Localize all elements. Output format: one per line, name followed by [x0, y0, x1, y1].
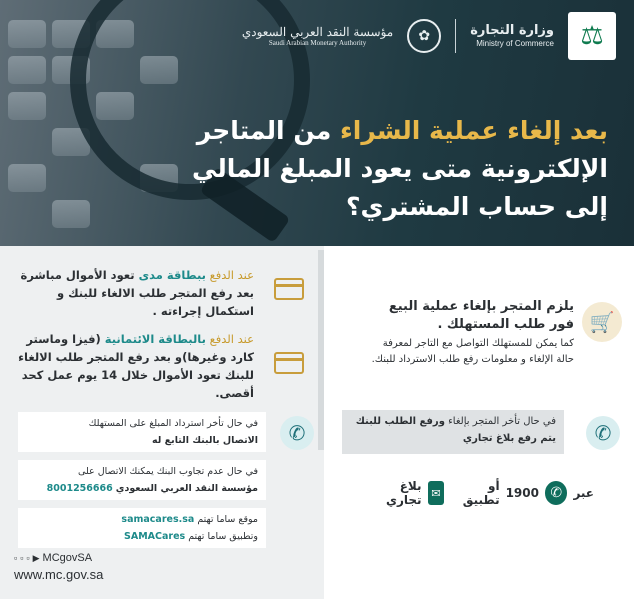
complaint-number: 1900 — [505, 486, 539, 500]
samacares-site-prefix: موقع ساما تهتم — [194, 514, 258, 525]
credit-card-icon — [274, 352, 304, 374]
delay-merchant-box — [342, 410, 564, 454]
ministry-name-en: Ministry of Commerce — [476, 38, 554, 48]
website-link[interactable]: www.mc.gov.sa — [14, 567, 104, 582]
merchant-note: كما يمكن للمستهلك التواصل مع التاجر لمعرفة حالة الإلغاء و معلومات رفع طلب الاسترداد للبنك. — [371, 338, 574, 365]
delay-merchant-line1 — [350, 413, 556, 430]
right-panel — [324, 246, 634, 599]
bank-contact-box — [18, 412, 266, 452]
samacares-line1 — [26, 511, 258, 528]
phone-call-icon: ✆ — [545, 481, 567, 505]
sama-name-en: Saudi Arabian Monetary Authority — [268, 39, 367, 47]
samacares-line2 — [26, 528, 258, 545]
sama-contact-box — [18, 460, 266, 500]
samacares-box — [18, 508, 266, 548]
credit-info — [14, 330, 254, 402]
mada-card-icon — [274, 278, 304, 300]
samacares-app-prefix: وتطبيق ساما تهتم — [185, 531, 258, 542]
instagram-icon[interactable]: ▫ — [26, 553, 30, 563]
logo-bar — [242, 12, 616, 60]
report-channels — [364, 479, 594, 507]
merchant-obligation: يلزم المتجر بإلغاء عملية البيع فور طلب المستهلك . — [388, 299, 574, 332]
sama-contact-line2 — [26, 480, 258, 497]
sama-name-ar: مؤسسة النقد العربي السعودي — [241, 24, 394, 39]
headline-line1-rest: من المتاجر — [196, 116, 340, 145]
credit-rest: (فيزا وماستر كارد وغيرها)و بعد رفع المتجر طلب الالغاء للبنك تعود الأموال خلال 14 يوم عمل كحد أقصى. — [18, 332, 254, 400]
phone-icon: ✆ — [586, 416, 620, 450]
mada-prefix: عند الدفع — [205, 268, 254, 282]
footer — [14, 552, 103, 582]
bank-contact-line2: الاتصال بالبنك التابع له — [152, 435, 258, 446]
ministry-emblem-icon: ⚖ — [568, 12, 616, 60]
sama-name — [242, 25, 393, 48]
mada-info — [18, 266, 254, 320]
sama-contact-line1: في حال عدم تجاوب البنك يمكنك الاتصال على — [77, 466, 258, 477]
delay-merchant-line2: يتم رفع بلاغ تجاري — [462, 433, 556, 444]
samacares-site[interactable]: samacares.sa — [121, 514, 195, 525]
bank-contact-line1: في حال تأخر استرداد المبلغ على المستهلك — [88, 418, 258, 429]
facebook-icon[interactable]: ▫ — [20, 553, 24, 563]
headline-line2: الإلكترونية متى يعود المبلغ المالي — [192, 154, 608, 183]
sama-contact-name: مؤسسة النقد العربي السعودي — [115, 483, 258, 494]
mada-highlight: ببطاقة مدى — [138, 268, 206, 282]
hero-banner — [0, 0, 634, 246]
app-name: بلاغ تجاري — [385, 479, 422, 507]
sama-seal-icon: ✿ — [407, 19, 441, 53]
phone-icon-bank: ✆ — [280, 416, 314, 450]
delay-bold: ورفع الطلب للبنك — [355, 416, 445, 427]
twitter-icon[interactable]: ▫ — [14, 553, 18, 563]
credit-prefix: عند الدفع — [205, 332, 254, 346]
sama-number: 8001256666 — [46, 483, 113, 494]
youtube-icon[interactable]: ▶ — [32, 552, 40, 563]
left-panel — [0, 246, 324, 599]
ministry-name-ar: وزارة التجارة — [470, 22, 554, 38]
headline-line1 — [48, 112, 608, 150]
headline — [48, 112, 608, 226]
delay-prefix: في حال تأخر المتجر بإلغاء — [444, 416, 556, 427]
logo-divider — [455, 19, 456, 53]
shop-cancel-icon: 🛒 — [582, 302, 622, 342]
mada-rest: تعود الأموال مباشرة بعد رفع المتجر طلب الالغاء للبنك و استكمال إجراءته . — [20, 268, 254, 318]
or-app-label: أو تطبيق — [462, 479, 500, 507]
social-row — [14, 552, 103, 564]
social-handle[interactable]: MCgovSA — [42, 552, 93, 564]
panel-divider — [318, 250, 324, 450]
app-icon: ✉ — [428, 481, 445, 505]
ministry-name — [470, 24, 554, 48]
headline-line3: إلى حساب المشتري؟ — [346, 192, 608, 221]
samacares-app[interactable]: SAMACares — [124, 531, 186, 542]
via-label: عبر — [573, 486, 594, 500]
credit-highlight: بالبطاقة الائتمانية — [104, 332, 206, 346]
headline-highlight: بعد إلغاء عملية الشراء — [340, 116, 608, 145]
